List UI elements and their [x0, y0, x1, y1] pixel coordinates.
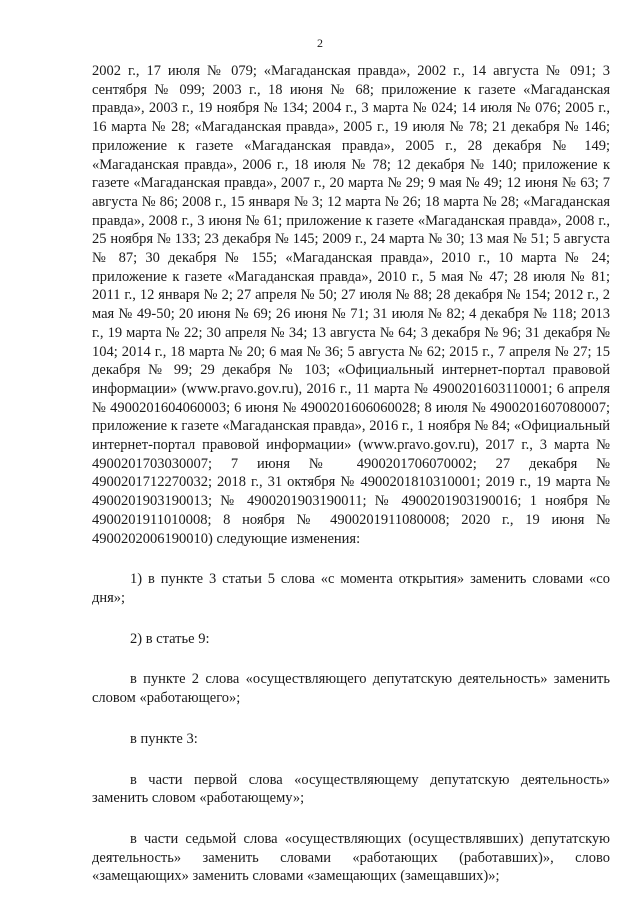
amendment-item-4: в пункте 3: — [130, 730, 198, 747]
amendment-item-3: в пункте 2 слова «осуществляющего депутатскую деятельность» заменить словом «работающего»; — [92, 671, 610, 707]
amendment-item-1: 1) в пункте 3 статьи 5 слова «с момента открытия» заменить словами «со дня»; — [92, 571, 610, 606]
page-number: 2 — [317, 36, 323, 50]
document-body — [92, 62, 610, 886]
amendment-item-6: в части седьмой слова «осуществляющих (осуществлявших) депутатскую деятельность» заменить словами «работающих (работавших)», слово «замещающих» заменить словами «замещающих (замещавших)»; — [92, 830, 610, 885]
amendment-item-2: 2) в статье 9: — [130, 630, 210, 647]
amendment-item-5: в части первой слова «осуществляющему депутатскую деятельность» заменить словом «работающему»; — [92, 771, 610, 807]
intro-paragraph: 2002 г., 17 июля № 079; «Магаданская правда», 2002 г., 14 августа № 091; 3 сентября № 099; 2003 г., 18 июня № 68; приложение к газете «Магаданская правда», 2003 г., 19 ноября № 134; 2004 г., 3 марта № 024; 14 июля № 076; 2005 г., 16 марта № 28; «Магаданская правда», 2005 г., 19 июля № 78; 21 декабря № 146; приложение к газете «Магаданская правда», 2005 г., 28 декабря № 149; «Магаданская правда», 2006 г., 18 июля № 78; 12 декабря № 140; приложение к газете «Магаданская правда», 2007 г., 20 марта № 29; 9 мая № 49; 12 июня № 63; 7 августа № 86; 2008 г., 15 января № 3; 12 марта № 26; 18 марта № 28; «Магаданская правда», 2008 г., 3 июня № 61; приложение к газете «Магаданская правда», 2008 г., 25 ноября № 133; 23 декабря № 145; 2009 г., 24 марта № 30; 13 мая № 51; 5 августа № 87; 30 декабря № 155; «Магаданская правда», 2010 г., 10 марта № 24; приложение к газете «Магаданская правда», 2010 г., 5 мая № 47; 28 июля № 81; 2011 г., 12 января № 2; 27 апреля № 50; 27 июля № 88; 28 декабря № 154; 2012 г., 2 мая № 49-50; 20 июня № 69; 26 июня № 71; 31 июля № 82; 4 декабря № 118; 2013 г., 19 марта № 22; 30 апреля № 34; 13 августа № 64; 3 декабря № 96; 31 декабря № 104; 2014 г., 18 марта № 20; 6 мая № 36; 5 августа № 62; 2015 г., 7 апреля № 27; 15 декабря № 99; 29 декабря № 103; «Официальный интернет-портал правовой информации» (www.pravo.gov.ru), 2016 г., 11 марта № 4900201603110001; 6 апреля № 4900201604060003; 6 июня № 4900201606060028; 8 июля № 4900201607080007; приложение к газете «Магаданская правда», 2016 г., 1 ноября № 84; «Официальный интернет-портал правовой информации» (www.pravo.gov.ru), 2017 г., 3 марта № 4900201703030007; 7 июня № 4900201706070002; 27 декабря № 4900201712270032; 2018 г., 31 октября № 4900201810310001; 2019 г., 19 марта № 4900201903190013; № 4900201903190011; № 4900201903190016; 1 ноября № 4900201911010008; 8 ноября № 4900201911080008; 2020 г., 19 июня № 4900202006190010) следующие изменения: — [92, 63, 610, 547]
